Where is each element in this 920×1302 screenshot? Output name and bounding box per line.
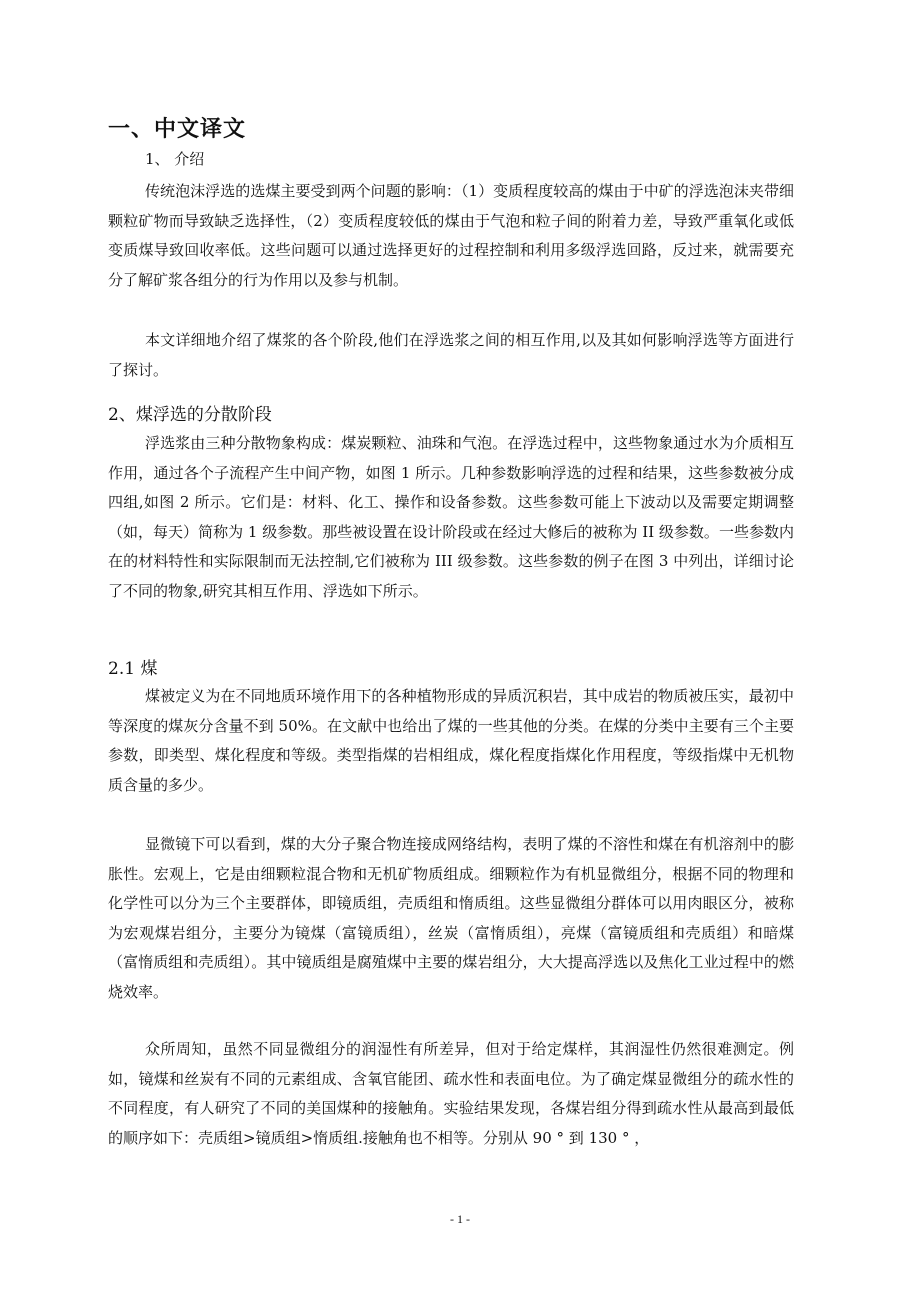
section-2-1-paragraph-1: 煤被定义为在不同地质环境作用下的各种植物形成的异质沉积岩，其中成岩的物质被压实，最初中等深度的煤灰分含量不到 50%。在文献中也给出了煤的一些其他的分类。在煤的分类中主要有三个主要参数，即类型、煤化程度和等级。类型指煤的岩相组成，煤化程度指煤化作用程度，等级指煤中无机物质含量的多少。	[108, 687, 794, 794]
page-number: - 1 -	[450, 1212, 470, 1226]
section-2-heading: 2、煤浮选的分散阶段	[108, 405, 272, 425]
section-2-paragraph-1: 浮选浆由三种分散物象构成：煤炭颗粒、油珠和气泡。在浮选过程中，这些物象通过水为介质相互作用，通过各个子流程产生中间产物，如图 1 所示。几种参数影响浮选的过程和结果，这些参数被分成四组,如图 2 所示。它们是：材料、化工、操作和设备参数。这些参数可能上下波动以及需要定期调整（如，每天）简称为 1 级参数。那些被设置在设计阶段或在经过大修后的被称为 II 级参数。一些参数内在的材料特性和实际限制而无法控制,它们被称为 III 级参数。这些参数的例子在图 3 中列出，详细讨论了不同的物象,研究其相互作用、浮选如下所示。	[108, 434, 794, 600]
document-title: 一、中文译文	[108, 117, 247, 142]
section-1-paragraph-2: 本文详细地介绍了煤浆的各个阶段,他们在浮选浆之间的相互作用,以及其如何影响浮选等方面进行了探讨。	[108, 331, 794, 379]
section-1-paragraph-1: 传统泡沫浮选的选煤主要受到两个问题的影响：（1）变质程度较高的煤由于中矿的浮选泡沫夹带细颗粒矿物而导致缺乏选择性，（2）变质程度较低的煤由于气泡和粒子间的附着力差，导致严重氧化或低变质煤导致回收率低。这些问题可以通过选择更好的过程控制和利用多级浮选回路，反过来，就需要充分了解矿浆各组分的行为作用以及参与机制。	[108, 182, 794, 289]
section-2-1-heading: 2.1 煤	[108, 659, 158, 679]
section-2-1-paragraph-2: 显微镜下可以看到，煤的大分子聚合物连接成网络结构，表明了煤的不溶性和煤在有机溶剂中的膨胀性。宏观上，它是由细颗粒混合物和无机矿物质组成。细颗粒作为有机显微组分，根据不同的物理和化学性可以分为三个主要群体，即镜质组，壳质组和惰质组。这些显微组分群体可以用肉眼区分，被称为宏观煤岩组分，主要分为镜煤（富镜质组），丝炭（富惰质组），亮煤（富镜质组和壳质组）和暗煤（富惰质组和壳质组）。其中镜质组是腐殖煤中主要的煤岩组分，大大提高浮选以及焦化工业过程中的燃烧效率。	[108, 835, 794, 1001]
section-1-heading: 1、 介绍	[145, 150, 205, 168]
section-2-1-paragraph-3: 众所周知，虽然不同显微组分的润湿性有所差异，但对于给定煤样，其润湿性仍然很难测定。例如，镜煤和丝炭有不同的元素组成、含氧官能团、疏水性和表面电位。为了确定煤显微组分的疏水性的不同程度，有人研究了不同的美国煤种的接触角。实验结果发现，各煤岩组分得到疏水性从最高到最低的顺序如下：壳质组>镜质组>惰质组.接触角也不相等。分别从 90 ° 到 130 ° ，	[108, 1040, 794, 1147]
